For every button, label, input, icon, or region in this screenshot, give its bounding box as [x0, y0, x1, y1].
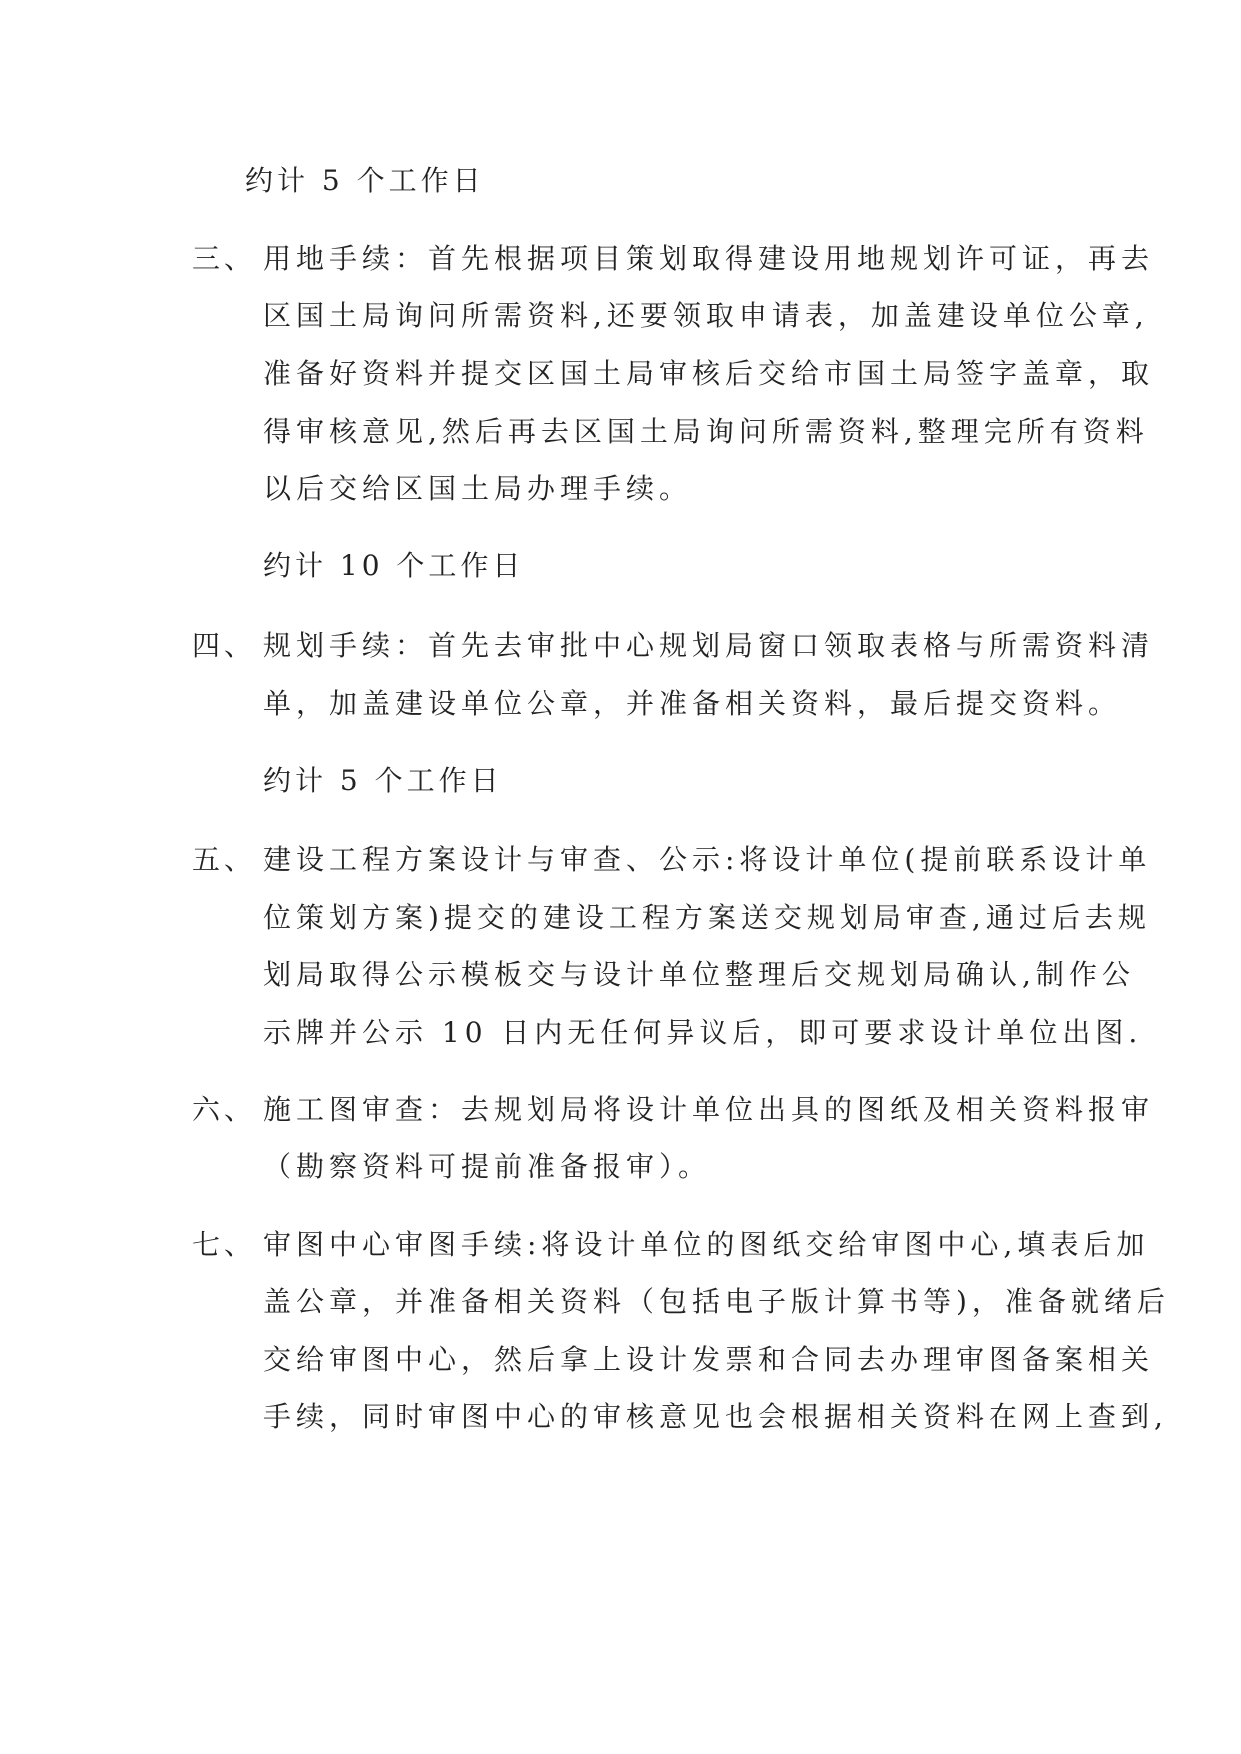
- section-text-line: 示牌并公示 10 日内无任何异议后，即可要求设计单位出图.: [263, 1016, 1143, 1049]
- section-text-line: 规划手续：首先去审批中心规划局窗口领取表格与所需资料清: [263, 629, 1155, 662]
- section-text-line: 以后交给区国土局办理手续。: [263, 472, 693, 505]
- duration-note: 约计 5 个工作日: [245, 164, 485, 197]
- section-text-line: 区国土局询问所需资料,还要领取申请表，加盖建设单位公章,: [263, 299, 1149, 332]
- section-number: 三、: [192, 242, 257, 275]
- section-text-line: 准备好资料并提交区国土局审核后交给市国土局签字盖章，取: [263, 357, 1155, 390]
- section-text-line: 交给审图中心，然后拿上设计发票和合同去办理审图备案相关: [263, 1343, 1155, 1376]
- section-text-line: 得审核意见,然后再去区国土局询问所需资料,整理完所有资料: [263, 415, 1149, 448]
- section-number: 四、: [192, 629, 257, 662]
- section-text-line: 盖公章，并准备相关资料（包括电子版计算书等)，准备就绪后: [263, 1285, 1170, 1318]
- section-text-line: 施工图审查：去规划局将设计单位出具的图纸及相关资料报审: [263, 1093, 1155, 1126]
- duration-note: 约计 5 个工作日: [263, 764, 503, 797]
- section-text-line: 单，加盖建设单位公章，并准备相关资料，最后提交资料。: [263, 687, 1122, 720]
- section-number: 七、: [192, 1228, 257, 1261]
- section-text-line: 划局取得公示模板交与设计单位整理后交规划局确认,制作公: [263, 958, 1135, 991]
- section-text-line: 审图中心审图手续:将设计单位的图纸交给审图中心,填表后加: [263, 1228, 1150, 1261]
- duration-note: 约计 10 个工作日: [263, 549, 525, 582]
- section-text-line: 手续，同时审图中心的审核意见也会根据相关资料在网上查到,: [263, 1400, 1168, 1433]
- section-text-line: 位策划方案)提交的建设工程方案送交规划局审查,通过后去规: [263, 901, 1151, 934]
- section-text-line: （勘察资料可提前准备报审）。: [263, 1150, 712, 1183]
- section-text-line: 用地手续：首先根据项目策划取得建设用地规划许可证，再去: [263, 242, 1155, 275]
- section-number: 五、: [192, 843, 257, 876]
- section-text-line: 建设工程方案设计与审查、公示:将设计单位(提前联系设计单: [263, 843, 1152, 876]
- section-number: 六、: [192, 1093, 257, 1126]
